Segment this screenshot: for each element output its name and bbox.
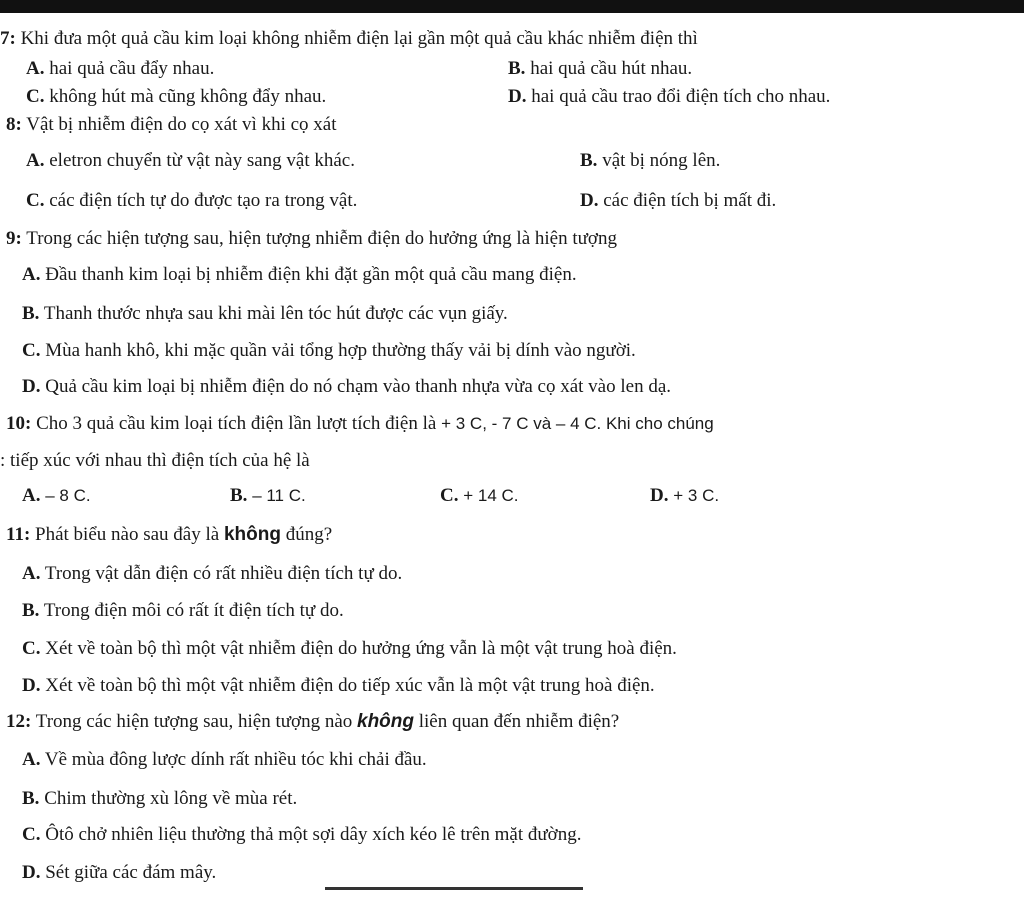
option-text: Chim thường xù lông về mùa rét. bbox=[44, 788, 298, 809]
option-key: B. bbox=[508, 58, 526, 79]
option-text: vật bị nóng lên. bbox=[602, 150, 721, 171]
option-text: + 3 C. bbox=[673, 486, 720, 505]
question-stem-values: + 3 C, - 7 C và – 4 C. Khi cho chúng bbox=[441, 414, 714, 433]
option-a bbox=[22, 563, 402, 585]
option-d bbox=[22, 862, 216, 884]
option-a bbox=[26, 58, 214, 80]
option-c bbox=[22, 824, 581, 846]
option-text: Quả cầu kim loại bị nhiễm điện do nó chạm vào thanh nhựa vừa cọ xát vào len dạ. bbox=[45, 376, 672, 397]
option-key: D. bbox=[22, 376, 41, 397]
option-key: B. bbox=[230, 485, 248, 506]
option-key: B. bbox=[580, 150, 598, 171]
option-text: không hút mà cũng không đẩy nhau. bbox=[49, 86, 327, 107]
option-key: A. bbox=[22, 264, 41, 285]
option-c bbox=[26, 190, 357, 212]
question-7 bbox=[0, 28, 698, 50]
option-text: + 14 C. bbox=[463, 486, 519, 505]
option-c bbox=[22, 638, 677, 660]
option-b bbox=[22, 788, 297, 810]
option-text: Xét về toàn bộ thì một vật nhiễm điện do tiếp xúc vẫn là một vật trung hoà điện. bbox=[45, 675, 655, 696]
question-number: 8: bbox=[6, 114, 22, 135]
option-text: Mùa hanh khô, khi mặc quần vải tổng hợp thường thấy vải bị dính vào người. bbox=[45, 340, 636, 361]
option-b bbox=[22, 303, 508, 325]
option-key: C. bbox=[22, 340, 41, 361]
option-key: D. bbox=[508, 86, 527, 107]
option-a bbox=[22, 749, 427, 771]
option-text: Sét giữa các đám mây. bbox=[45, 862, 217, 883]
option-key: A. bbox=[26, 58, 45, 79]
option-text: Trong vật dẫn điện có rất nhiều điện tích tự do. bbox=[44, 563, 403, 584]
option-text: – 8 C. bbox=[45, 486, 91, 505]
option-b bbox=[580, 150, 720, 172]
question-number: 9: bbox=[6, 228, 22, 249]
question-12 bbox=[6, 711, 619, 733]
option-key: A. bbox=[22, 563, 41, 584]
option-text: Xét về toàn bộ thì một vật nhiễm điện do hưởng ứng vẫn là một vật trung hoà điện. bbox=[45, 638, 677, 659]
question-8 bbox=[6, 114, 337, 136]
option-d bbox=[22, 376, 671, 398]
option-d bbox=[650, 485, 719, 507]
option-text: Đầu thanh kim loại bị nhiễm điện khi đặt gần một quả cầu mang điện. bbox=[45, 264, 577, 285]
option-key: D. bbox=[22, 862, 41, 883]
question-stem: Khi đưa một quả cầu kim loại không nhiễm điện lại gần một quả cầu khác nhiễm điện thì bbox=[20, 28, 698, 49]
option-key: A. bbox=[22, 485, 41, 506]
option-text: Trong điện môi có rất ít điện tích tự do. bbox=[43, 600, 344, 621]
option-text: các điện tích bị mất đi. bbox=[603, 190, 777, 211]
option-key: C. bbox=[26, 190, 45, 211]
question-stem: Cho 3 quả cầu kim loại tích điện lần lượt tích điện là bbox=[36, 413, 437, 434]
option-text: – 11 C. bbox=[252, 486, 306, 505]
option-b bbox=[508, 58, 692, 80]
option-c bbox=[22, 340, 636, 362]
top-border bbox=[0, 0, 1024, 13]
question-number: 10: bbox=[6, 413, 32, 434]
question-10 bbox=[6, 413, 714, 435]
question-stem: Vật bị nhiễm điện do cọ xát vì khi cọ xát bbox=[26, 114, 337, 135]
option-d bbox=[508, 86, 830, 108]
option-text: Ôtô chở nhiên liệu thường thả một sợi dây xích kéo lê trên mặt đường. bbox=[45, 824, 582, 845]
question-stem-end: liên quan đến nhiễm điện? bbox=[418, 711, 620, 732]
option-key: A. bbox=[22, 749, 41, 770]
option-key: C. bbox=[26, 86, 45, 107]
option-a bbox=[26, 150, 355, 172]
option-key: D. bbox=[22, 675, 41, 696]
option-text: Về mùa đông lược dính rất nhiều tóc khi chải đầu. bbox=[44, 749, 427, 770]
option-key: A. bbox=[26, 150, 45, 171]
option-key: C. bbox=[22, 824, 41, 845]
question-10-continuation: : tiếp xúc với nhau thì điện tích của hệ là bbox=[0, 450, 310, 471]
option-key: B. bbox=[22, 600, 40, 621]
option-text: hai quả cầu trao đổi điện tích cho nhau. bbox=[531, 86, 831, 107]
option-key: D. bbox=[580, 190, 599, 211]
option-d bbox=[580, 190, 776, 212]
option-text: các điện tích tự do được tạo ra trong vật. bbox=[49, 190, 358, 211]
option-text: hai quả cầu hút nhau. bbox=[530, 58, 693, 79]
option-c bbox=[440, 485, 519, 507]
question-stem-end: đúng? bbox=[285, 524, 333, 545]
option-c bbox=[26, 86, 326, 108]
option-b bbox=[22, 600, 344, 622]
question-9 bbox=[6, 228, 617, 250]
option-key: C. bbox=[440, 485, 459, 506]
bottom-underline bbox=[325, 887, 583, 890]
option-key: C. bbox=[22, 638, 41, 659]
option-key: B. bbox=[22, 303, 40, 324]
question-number: 11: bbox=[6, 524, 31, 545]
question-stem: Phát biểu nào sau đây là bbox=[35, 524, 220, 545]
option-key: B. bbox=[22, 788, 40, 809]
option-text: Thanh thước nhựa sau khi mài lên tóc hút được các vụn giấy. bbox=[43, 303, 508, 324]
question-11 bbox=[6, 524, 332, 546]
question-stem: Trong các hiện tượng sau, hiện tượng nhiễm điện do hưởng ứng là hiện tượng bbox=[26, 228, 617, 249]
option-d bbox=[22, 675, 655, 697]
option-text: hai quả cầu đẩy nhau. bbox=[49, 58, 215, 79]
question-number: 12: bbox=[6, 711, 32, 732]
question-stem: Trong các hiện tượng sau, hiện tượng nào bbox=[35, 711, 353, 732]
option-b bbox=[230, 485, 306, 507]
option-a bbox=[22, 264, 577, 286]
question-number: 7: bbox=[0, 28, 16, 49]
question-emphasis: không bbox=[357, 711, 414, 732]
option-key: D. bbox=[650, 485, 669, 506]
option-a bbox=[22, 485, 91, 507]
option-text: eletron chuyển từ vật này sang vật khác. bbox=[49, 150, 355, 171]
question-emphasis: không bbox=[223, 524, 281, 545]
